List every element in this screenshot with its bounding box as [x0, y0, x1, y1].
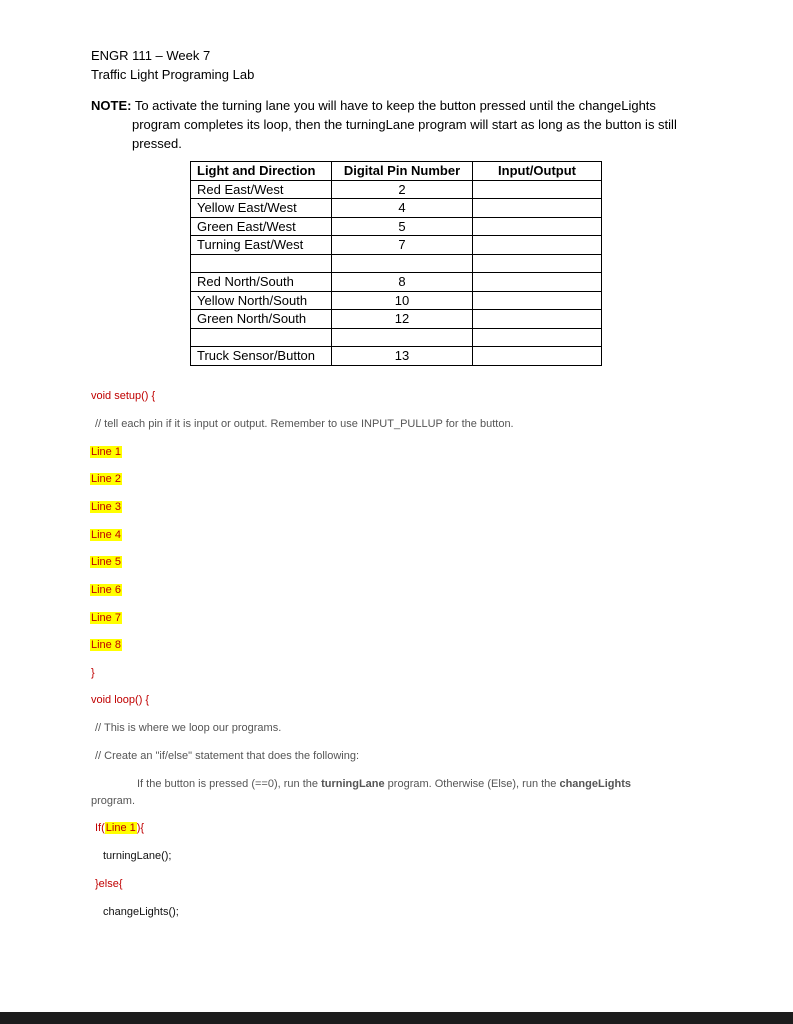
- setup-line: [90, 500, 122, 514]
- header-pin-number: Digital Pin Number: [332, 162, 473, 181]
- setup-close: }: [91, 667, 95, 679]
- changelights-call: changeLights();: [103, 906, 179, 918]
- setup-line: [90, 472, 122, 486]
- instr-pre: If the button is pressed (==0), run the: [137, 778, 322, 790]
- setup-line: [90, 528, 122, 542]
- table-row: [191, 347, 602, 366]
- loop-comment-1: // This is where we loop our programs.: [95, 722, 282, 734]
- bottom-bar: [0, 1012, 793, 1024]
- cell-io[interactable]: [473, 199, 602, 218]
- cell-light: Truck Sensor/Button: [191, 347, 332, 366]
- loop-comment-2: // Create an "if/else" statement that does the following:: [95, 750, 360, 762]
- setup-comment: // tell each pin if it is input or output. Remember to use INPUT_PULLUP for the button.: [95, 418, 514, 430]
- loop-open: void loop() {: [91, 694, 150, 706]
- cell-light: Red East/West: [191, 180, 332, 199]
- lab-title: Traffic Light Programing Lab: [91, 67, 255, 82]
- cell-io[interactable]: [473, 291, 602, 310]
- setup-line-3[interactable]: Line 3: [91, 501, 121, 513]
- cell-light: [191, 328, 332, 347]
- cell-io[interactable]: [473, 236, 602, 255]
- setup-line-2[interactable]: Line 2: [91, 473, 121, 485]
- note-paragraph: [91, 96, 711, 153]
- course-heading: ENGR 111 – Week 7: [91, 48, 211, 63]
- table-header-row: [191, 162, 602, 181]
- loop-instruction-end: program.: [91, 795, 136, 807]
- setup-line: [90, 611, 122, 625]
- note-label: NOTE:: [91, 98, 132, 113]
- if-open: If(: [95, 822, 105, 834]
- setup-open: void setup() {: [91, 390, 156, 402]
- cell-light: Turning East/West: [191, 236, 332, 255]
- note-line-3: pressed.: [132, 136, 182, 151]
- cell-pin: 4: [332, 199, 473, 218]
- instr-changelights: changeLights: [559, 778, 631, 790]
- table-row-empty: [191, 328, 602, 347]
- setup-line-4[interactable]: Line 4: [91, 529, 121, 541]
- cell-io: [473, 328, 602, 347]
- cell-light: Green North/South: [191, 310, 332, 329]
- cell-pin: 13: [332, 347, 473, 366]
- if-statement: [95, 821, 144, 835]
- note-line-1: To activate the turning lane you will have to keep the button pressed until the changeLights: [134, 98, 656, 113]
- loop-instruction: [137, 777, 631, 791]
- table-row: [191, 217, 602, 236]
- cell-pin: [332, 254, 473, 273]
- note-line-2: program completes its loop, then the turningLane program will start as long as the button is still: [132, 117, 677, 132]
- header-light-direction: Light and Direction: [191, 162, 332, 181]
- table-row: [191, 273, 602, 292]
- cell-io[interactable]: [473, 347, 602, 366]
- cell-light: Green East/West: [191, 217, 332, 236]
- table-row: [191, 310, 602, 329]
- cell-pin: 8: [332, 273, 473, 292]
- setup-line: [90, 445, 122, 459]
- if-condition-line[interactable]: Line 1: [105, 822, 136, 834]
- instr-mid: program. Otherwise (Else), run the: [384, 778, 560, 790]
- turninglane-call: turningLane();: [103, 850, 172, 862]
- table-row: [191, 199, 602, 218]
- table-row: [191, 291, 602, 310]
- cell-io: [473, 254, 602, 273]
- pin-table: [190, 161, 602, 366]
- cell-pin: 10: [332, 291, 473, 310]
- setup-line-7[interactable]: Line 7: [91, 612, 121, 624]
- cell-pin: [332, 328, 473, 347]
- setup-line-6[interactable]: Line 6: [91, 584, 121, 596]
- setup-line: [90, 638, 122, 652]
- setup-line-8[interactable]: Line 8: [91, 639, 121, 651]
- if-close: ){: [136, 822, 145, 834]
- setup-line-1[interactable]: Line 1: [91, 446, 121, 458]
- instr-turninglane: turningLane: [321, 778, 385, 790]
- cell-light: [191, 254, 332, 273]
- else-statement: }else{: [95, 878, 123, 890]
- table-row: [191, 236, 602, 255]
- cell-pin: 2: [332, 180, 473, 199]
- table-row: [191, 180, 602, 199]
- cell-io[interactable]: [473, 273, 602, 292]
- setup-line: [90, 555, 122, 569]
- cell-light: Yellow North/South: [191, 291, 332, 310]
- cell-pin: 12: [332, 310, 473, 329]
- setup-line: [90, 583, 122, 597]
- cell-light: Yellow East/West: [191, 199, 332, 218]
- cell-io[interactable]: [473, 217, 602, 236]
- setup-line-5[interactable]: Line 5: [91, 556, 121, 568]
- cell-light: Red North/South: [191, 273, 332, 292]
- header-input-output: Input/Output: [473, 162, 602, 181]
- cell-io[interactable]: [473, 310, 602, 329]
- cell-pin: 7: [332, 236, 473, 255]
- table-row-empty: [191, 254, 602, 273]
- cell-pin: 5: [332, 217, 473, 236]
- cell-io[interactable]: [473, 180, 602, 199]
